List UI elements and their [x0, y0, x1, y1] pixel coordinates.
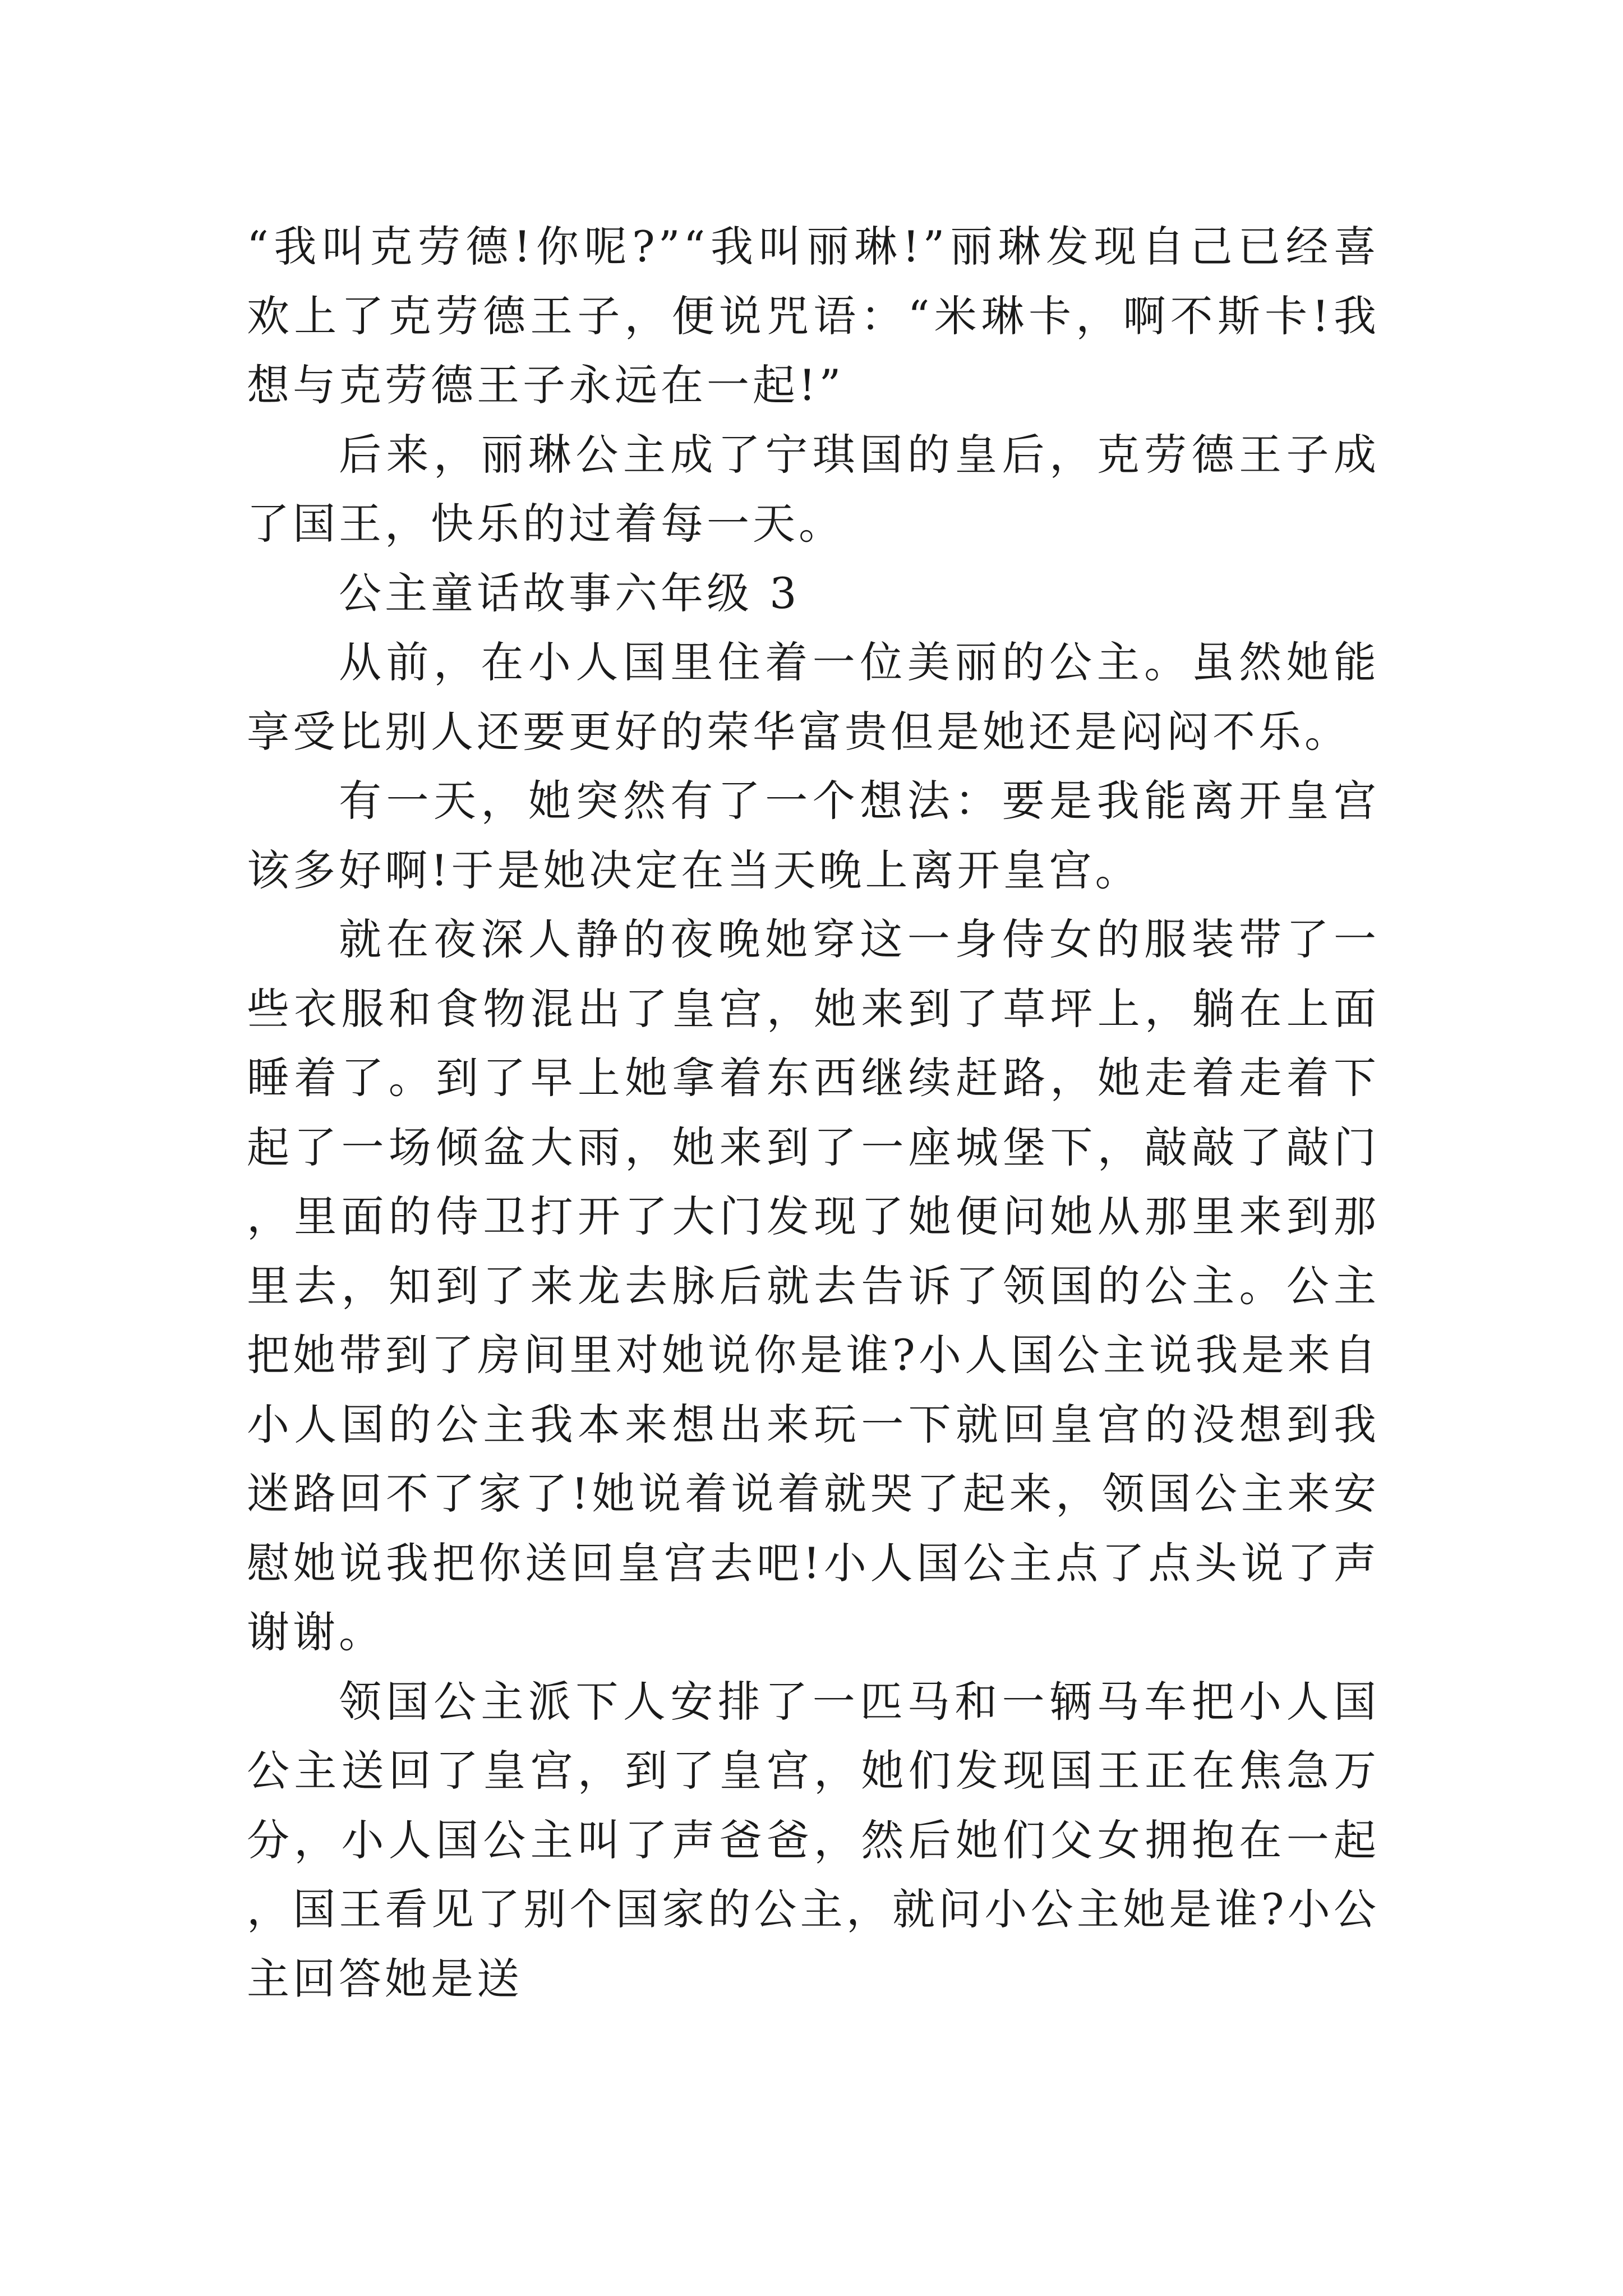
paragraph: 从前，在小人国里住着一位美丽的公主。虽然她能享受比别人还要更好的荣华富贵但是她还是闷闷不乐。 [247, 637, 1380, 757]
paragraph-continuation: “我叫克劳德!你呢?”“我叫丽琳!”丽琳发现自己已经喜欢上了克劳德王子，便说咒语：“米琳卡，啊不斯卡!我想与克劳德王子永远在一起!” [247, 222, 1380, 410]
paragraph: 领国公主派下人安排了一匹马和一辆马车把小人国公主送回了皇宫，到了皇宫，她们发现国王正在焦急万分，小人国公主叫了声爸爸，然后她们父女拥抱在一起，国王看见了别个国家的公主，就问小公主她是谁?小公主回答她是送 [247, 1676, 1380, 2004]
paragraph: 后来，丽琳公主成了宁琪国的皇后，克劳德王子成了国王，快乐的过着每一天。 [247, 429, 1380, 549]
document-body [247, 212, 1380, 2013]
section-heading: 公主童话故事六年级 3 [339, 568, 800, 618]
paragraph: 就在夜深人静的夜晚她穿这一身侍女的服装带了一些衣服和食物混出了皇宫，她来到了草坪上，躺在上面睡着了。到了早上她拿着东西继续赶路，她走着走着下起了一场倾盆大雨，她来到了一座城堡下，敲敲了敲门，里面的侍卫打开了大门发现了她便问她从那里来到那里去，知到了来龙去脉后就去告诉了领国的公主。公主把她带到了房间里对她说你是谁?小人国公主说我是来自小人国的公主我本来想出来玩一下就回皇宫的没想到我迷路回不了家了!她说着说着就哭了起来，领国公主来安慰她说我把你送回皇宫去吧!小人国公主点了点头说了声谢谢。 [247, 914, 1380, 1657]
paragraph: 有一天，她突然有了一个想法：要是我能离开皇宫该多好啊!于是她决定在当天晚上离开皇宫。 [247, 776, 1380, 895]
